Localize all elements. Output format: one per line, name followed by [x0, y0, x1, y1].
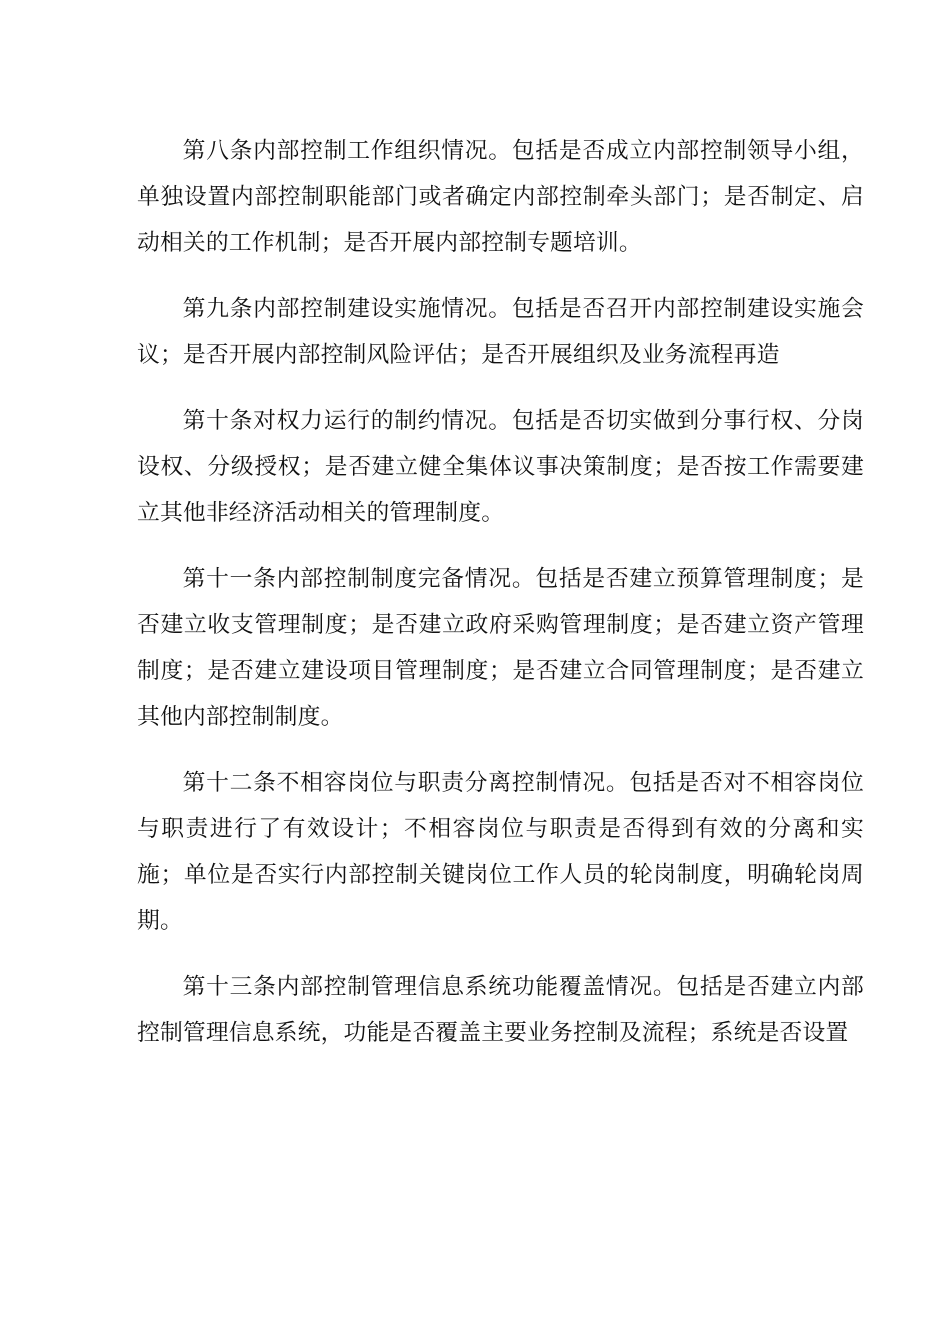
document-body [137, 128, 864, 1076]
article-13-paragraph: 第十三条内部控制管理信息系统功能覆盖情况。包括是否建立内部控制管理信息系统，功能是否覆盖主要业务控制及流程；系统是否设置 [137, 974, 864, 1046]
article-9-paragraph: 第九条内部控制建设实施情况。包括是否召开内部控制建设实施会议；是否开展内部控制风险评估；是否开展组织及业务流程再造 [137, 296, 864, 368]
article-11-paragraph: 第十一条内部控制制度完备情况。包括是否建立预算管理制度；是否建立收支管理制度；是否建立政府采购管理制度；是否建立资产管理制度；是否建立建设项目管理制度；是否建立合同管理制度；是否建立其他内部控制制度。 [137, 566, 864, 730]
article-12-paragraph: 第十二条不相容岗位与职责分离控制情况。包括是否对不相容岗位与职责进行了有效设计；不相容岗位与职责是否得到有效的分离和实施；单位是否实行内部控制关键岗位工作人员的轮岗制度，明确轮岗周期。 [137, 770, 864, 934]
article-10-paragraph: 第十条对权力运行的制约情况。包括是否切实做到分事行权、分岗设权、分级授权；是否建立健全集体议事决策制度；是否按工作需要建立其他非经济活动相关的管理制度。 [137, 408, 864, 526]
article-8-paragraph: 第八条内部控制工作组织情况。包括是否成立内部控制领导小组，单独设置内部控制职能部门或者确定内部控制牵头部门；是否制定、启动相关的工作机制；是否开展内部控制专题培训。 [137, 138, 864, 256]
